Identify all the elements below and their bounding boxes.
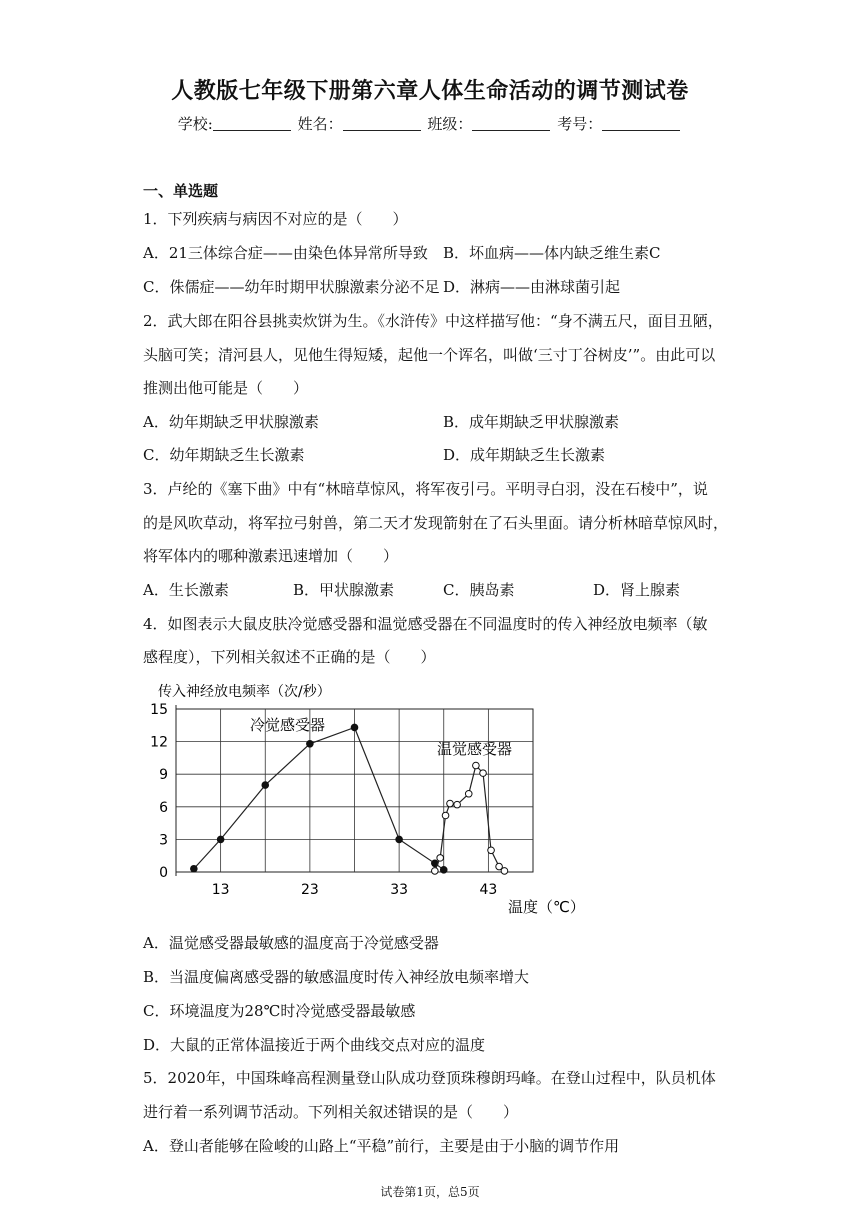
q1-stem: 1．下列疾病与病因不对应的是（ ） bbox=[143, 210, 408, 228]
chart-y-axis-label: 传入神经放电频率（次/秒） bbox=[158, 684, 331, 700]
chart-y-tick-label: 15 bbox=[150, 702, 168, 718]
student-info bbox=[0, 113, 860, 134]
q5-stem-line2: 进行着一系列调节活动。下列相关叙述错误的是（ ） bbox=[143, 1103, 519, 1121]
cold-receptor-series bbox=[191, 724, 448, 873]
data-point bbox=[454, 801, 461, 808]
series-line bbox=[194, 727, 444, 869]
q2-option-c[interactable]: C．幼年期缺乏生长激素 bbox=[143, 446, 305, 464]
data-point bbox=[465, 790, 472, 797]
q3-option-a[interactable]: A．生长激素 bbox=[143, 581, 229, 599]
chart-x-ticks bbox=[212, 882, 498, 898]
q2-option-b[interactable]: B．成年期缺乏甲状腺激素 bbox=[443, 413, 620, 431]
chart-y-tick-label: 9 bbox=[159, 767, 168, 784]
q5-option-a[interactable]: A．登山者能够在险峻的山路上“平稳”前行，主要是由于小脑的调节作用 bbox=[143, 1137, 620, 1155]
chart-x-tick-label: 33 bbox=[390, 882, 409, 898]
q3-option-c[interactable]: C．胰岛素 bbox=[443, 581, 515, 599]
q4-stem-line2: 感程度），下列相关叙述不正确的是（ ） bbox=[143, 648, 436, 666]
q4-option-b[interactable]: B．当温度偏离感受器的敏感温度时传入神经放电频率增大 bbox=[143, 968, 530, 986]
school-blank[interactable] bbox=[213, 116, 291, 131]
q2-stem-line2: 头脑可笑；清河县人，见他生得短矮，起他一个诨名，叫做‘三寸丁谷树皮’”。由此可以 bbox=[143, 346, 716, 364]
exam-no-label: 考号： bbox=[557, 115, 603, 133]
q4-option-d[interactable]: D．大鼠的正常体温接近于两个曲线交点对应的温度 bbox=[143, 1036, 486, 1054]
cold-receptor-label: 冷觉感受器 bbox=[250, 716, 326, 734]
chart-y-tick-label: 0 bbox=[159, 865, 168, 881]
data-point bbox=[473, 762, 480, 769]
data-point bbox=[480, 770, 487, 777]
chart-x-tick-label: 43 bbox=[479, 882, 498, 898]
data-point bbox=[447, 800, 454, 807]
q4-stem-line1: 4．如图表示大鼠皮肤冷觉感受器和温觉感受器在不同温度时的传入神经放电频率（敏 bbox=[143, 615, 708, 633]
data-point bbox=[432, 868, 439, 875]
warm-receptor-label: 温觉感受器 bbox=[437, 740, 513, 758]
section-heading: 一、单选题 bbox=[143, 182, 219, 200]
warm-receptor-series bbox=[432, 762, 508, 874]
q1-option-a[interactable]: A．21三体综合症——由染色体异常所导致 bbox=[143, 244, 428, 262]
receptor-chart bbox=[140, 676, 600, 921]
data-point bbox=[437, 855, 444, 862]
q1-option-b[interactable]: B．坏血病——体内缺乏维生素C bbox=[443, 244, 661, 262]
q2-stem-line1: 2．武大郎在阳谷县挑卖炊饼为生。《水浒传》中这样描写他：“身不满五尺，面目丑陋， bbox=[143, 312, 723, 330]
q4-option-a[interactable]: A．温觉感受器最敏感的温度高于冷觉感受器 bbox=[143, 934, 439, 952]
q1-option-c[interactable]: C．侏儒症——幼年时期甲状腺激素分泌不足 bbox=[143, 278, 440, 296]
data-point bbox=[307, 740, 314, 747]
chart-y-tick-label: 12 bbox=[150, 734, 168, 751]
q2-option-d[interactable]: D．成年期缺乏生长激素 bbox=[443, 446, 606, 464]
q2-stem-line3: 推测出他可能是（ ） bbox=[143, 379, 309, 397]
page-footer: 试卷第1页，总5页 bbox=[380, 1185, 480, 1199]
data-point bbox=[217, 836, 224, 843]
data-point bbox=[191, 865, 198, 872]
class-label: 班级： bbox=[427, 115, 473, 133]
name-label: 姓名： bbox=[297, 115, 343, 133]
q3-stem-line3: 将军体内的哪种激素迅速增加（ ） bbox=[143, 547, 399, 565]
q1-option-d[interactable]: D．淋病——由淋球菌引起 bbox=[443, 278, 621, 296]
page-title: 人教版七年级下册第六章人体生命活动的调节测试卷 bbox=[171, 79, 689, 104]
q3-stem-line2: 的是风吹草动，将军拉弓射兽，第二天才发现箭射在了石头里面。请分析林暗草惊风时， bbox=[143, 514, 729, 532]
q5-stem-line1: 5．2020年，中国珠峰高程测量登山队成功登顶珠穆朗玛峰。在登山过程中，队员机体 bbox=[143, 1069, 716, 1087]
q3-stem-line1: 3．卢纶的《塞下曲》中有“林暗草惊风，将军夜引弓。平明寻白羽，没在石棱中”，说 bbox=[143, 480, 708, 498]
data-point bbox=[262, 782, 269, 789]
chart-y-tick-label: 6 bbox=[159, 799, 168, 816]
school-label: 学校: bbox=[177, 115, 213, 133]
chart-x-axis-label: 温度（℃） bbox=[508, 898, 585, 916]
q3-option-d[interactable]: D．肾上腺素 bbox=[593, 581, 681, 599]
data-point bbox=[440, 867, 447, 874]
chart-y-ticks bbox=[150, 702, 168, 881]
name-blank[interactable] bbox=[343, 116, 421, 131]
q3-option-b[interactable]: B．甲状腺激素 bbox=[293, 581, 395, 599]
data-point bbox=[351, 724, 358, 731]
chart-y-tick-label: 3 bbox=[159, 832, 168, 849]
class-blank[interactable] bbox=[472, 116, 550, 131]
chart-x-tick-label: 13 bbox=[211, 882, 230, 898]
data-point bbox=[442, 812, 449, 819]
data-point bbox=[501, 868, 508, 875]
data-point bbox=[396, 836, 403, 843]
data-point bbox=[488, 847, 495, 854]
q2-option-a[interactable]: A．幼年期缺乏甲状腺激素 bbox=[143, 413, 319, 431]
chart-x-tick-label: 23 bbox=[300, 882, 319, 898]
exam-no-blank[interactable] bbox=[602, 116, 680, 131]
q4-option-c[interactable]: C．环境温度为28℃时冷觉感受器最敏感 bbox=[143, 1002, 416, 1020]
